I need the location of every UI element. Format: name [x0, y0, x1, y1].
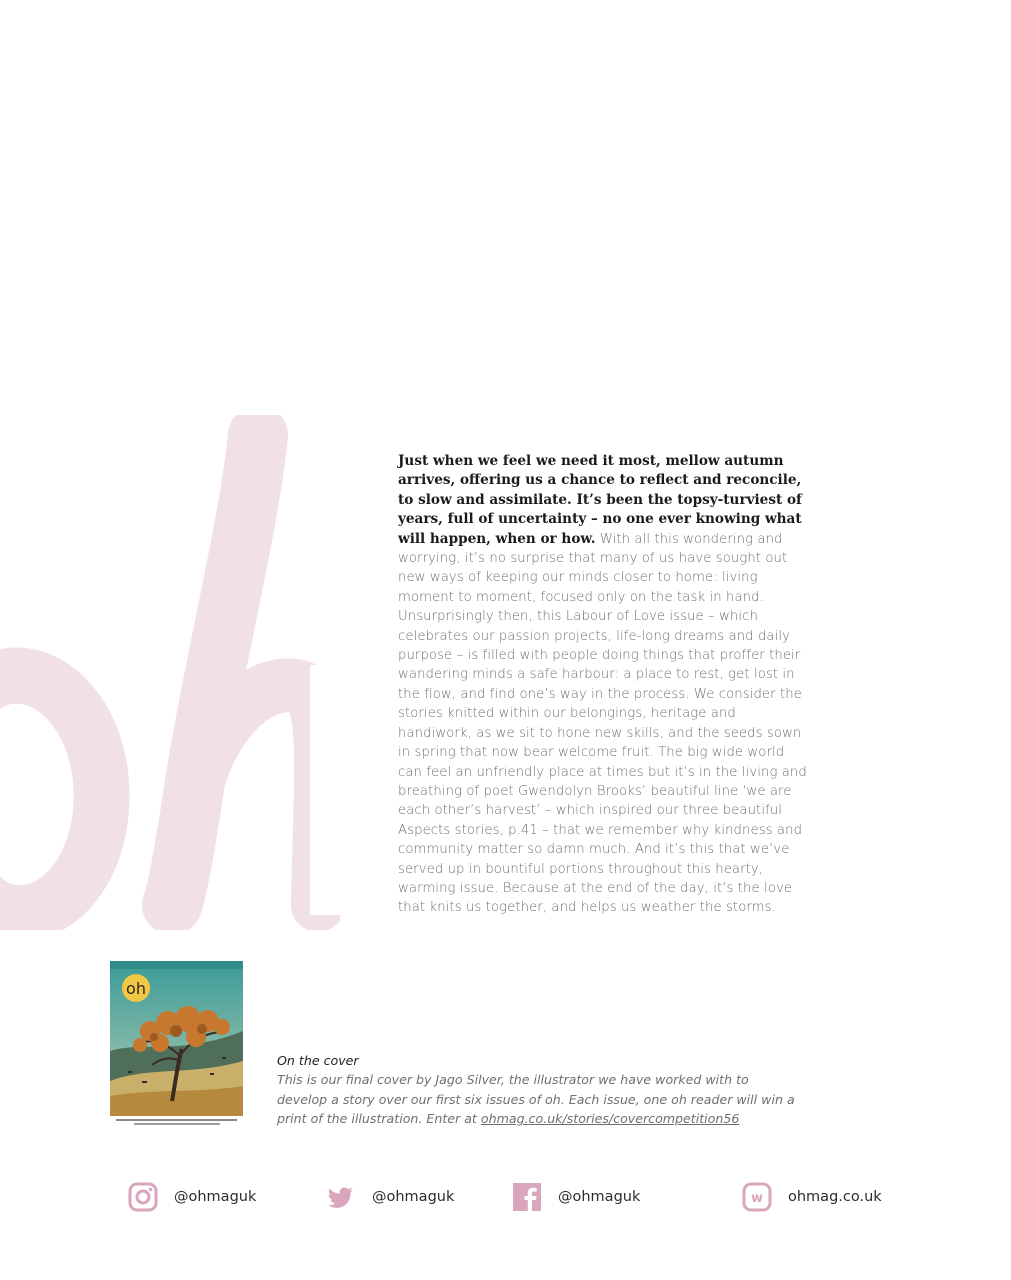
editorial-text [398, 452, 810, 918]
social-handle: @ohmaguk [558, 1189, 641, 1205]
editorial-body: With all this wondering and worrying, it’s no surprise that many of us have sought out new ways of keeping our minds closer to home: living moment to moment, focused only on the task in hand. Unsurprisingly then, this Labour of Love issue – which celebrates our passion projects, life-long dreams and daily purpose – is filled with people doing things that proffer their wandering minds a safe harbour: a place to rest, get lost in the flow, and find one’s way in the process. We consider the stories knitted within our belongings, heritage and handiwork, as we sit to hone new skills, and the seeds sown in spring that now bear welcome fruit. The big wide world can feel an unfriendly place at times but it’s in the living and breathing of poet Gwendolyn Brooks’ beautiful line ‘we are each other’s harvest’ – which inspired our three beautiful Aspects stories, p.41 – that we remember why kindness and community matter so damn much. And it’s this that we’ve served up in bountiful portions throughout this hearty, warming issue. Because at the end of the day, it’s the love that knits us together, and helps us weather the storms. [398, 531, 807, 916]
cover-note [277, 1051, 797, 1128]
cover-logo: oh [126, 979, 146, 998]
social-handle: @ohmaguk [372, 1189, 455, 1205]
social-handle: ohmag.co.uk [788, 1189, 882, 1205]
website-icon [742, 1182, 772, 1212]
oh-brush-logo [0, 415, 340, 930]
cover-note-heading: On the cover [277, 1053, 359, 1068]
cover-note-text: This is our final cover by Jago Silver, the illustrator we have worked with to develop a story over our first six issues of oh. Each issue, one oh reader will win a print of the illustration. Enter at [277, 1072, 795, 1126]
social-facebook[interactable] [512, 1180, 640, 1214]
social-instagram[interactable] [128, 1180, 256, 1214]
cover-thumbnail [110, 961, 243, 1116]
cover-competition-link[interactable]: ohmag.co.uk/stories/covercompetition56 [480, 1110, 740, 1126]
editorial-lead: Just when we feel we need it most, mellow autumn arrives, offering us a chance to reflect and reconcile, to slow and assimilate. It’s been the topsy-turviest of years, full of uncertainty – no one ever knowing what will happen, when or how. [398, 453, 802, 547]
svg-text:w: w [750, 1191, 764, 1206]
facebook-icon [512, 1182, 542, 1212]
social-handle: @ohmaguk [174, 1189, 257, 1205]
social-twitter[interactable] [326, 1180, 454, 1214]
twitter-icon [326, 1182, 356, 1212]
cover-caption-strip [110, 1117, 243, 1127]
social-website[interactable] [742, 1180, 882, 1214]
instagram-icon [128, 1182, 158, 1212]
